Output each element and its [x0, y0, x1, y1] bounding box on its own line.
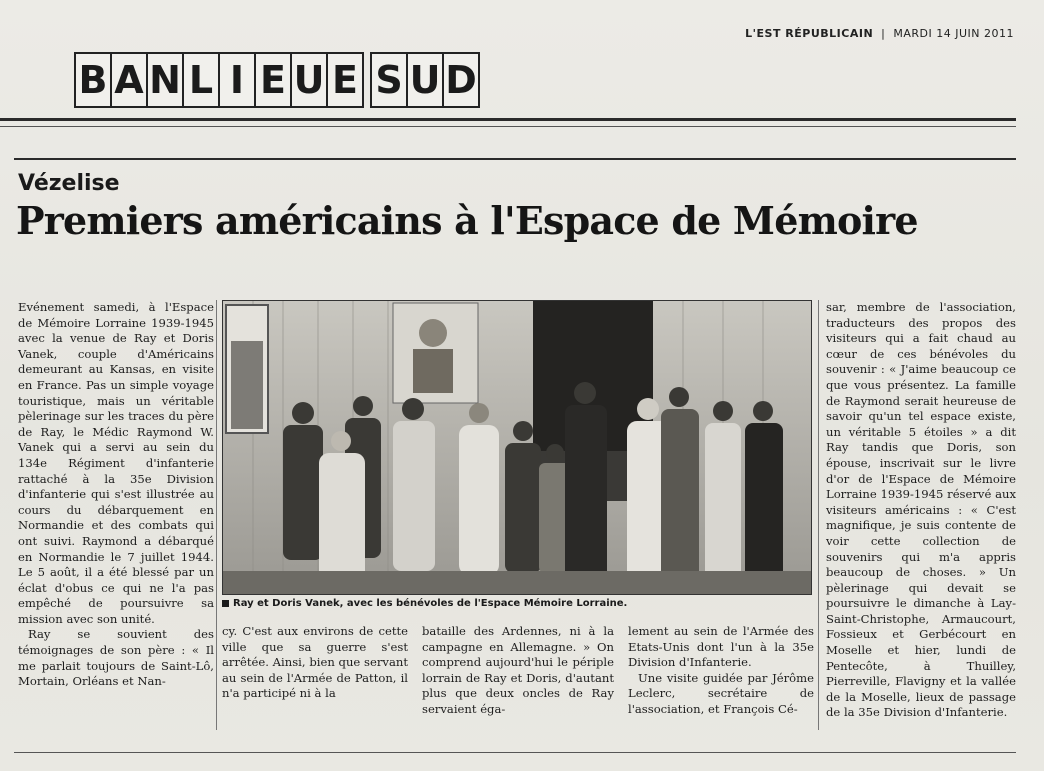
article-column-2	[222, 624, 408, 702]
article-top-rule	[14, 158, 1016, 160]
masthead-separator: |	[881, 27, 886, 40]
photo-caption	[222, 598, 810, 609]
caption-text: Ray et Doris Vanek, avec les bénévoles de l'Espace Mémoire Lorraine.	[233, 598, 628, 609]
section-rule-thin	[0, 126, 1016, 127]
section-letter: E	[254, 52, 292, 108]
paragraph: Ray se souvient des témoignages de son père : « Il me parlait toujours de Saint-Lô, Mortain, Orléans et Nan-	[18, 627, 214, 689]
article-photo	[222, 300, 812, 595]
article-column-1	[18, 300, 214, 690]
column-divider	[216, 300, 217, 730]
column-divider	[818, 300, 819, 730]
paragraph: cy. C'est aux environs de cette ville que sa guerre s'est arrêtée. Ainsi, bien que servant au sein de l'Armée de Patton, il n'a participé ni à la	[222, 624, 408, 701]
page-bottom-rule	[14, 752, 1016, 753]
article-headline: Premiers américains à l'Espace de Mémoire	[16, 198, 918, 243]
caption-bullet-icon	[222, 600, 229, 607]
section-banner	[74, 52, 486, 108]
article-column-3	[422, 624, 614, 718]
section-letter: D	[442, 52, 480, 108]
section-letter: U	[406, 52, 444, 108]
article-column-4	[628, 624, 814, 718]
group-photo-icon	[223, 301, 811, 594]
masthead	[745, 27, 1014, 40]
section-letter: E	[326, 52, 364, 108]
section-letter: U	[290, 52, 328, 108]
paragraph: Une visite guidée par Jérôme Leclerc, secrétaire de l'association, et François Cé-	[628, 670, 814, 716]
section-letter: I	[218, 52, 256, 108]
article-column-5	[826, 300, 1016, 721]
section-letter: S	[370, 52, 408, 108]
paragraph: bataille des Ardennes, ni à la campagne en Allemagne. » On comprend aujourd'hui le périple lorrain de Ray et Doris, d'autant plus que deux oncles de Ray servaient éga-	[422, 624, 614, 716]
section-word-2	[370, 52, 478, 108]
paragraph: sar, membre de l'association, traducteurs des propos des visiteurs qui a fait chaud au cœur de ces bénévoles du souvenir : « J'aime beaucoup ce que vous présentez. La famille de Raymond serait heureuse de savoir qu'un tel espace existe, un véritable 5 étoiles » a dit Ray tandis que Doris, son épouse, inscrivait sur le livre d'or de l'Espace de Mémoire Lorraine 1939-1945 réservé aux visiteurs américains : « C'est magnifique, je suis contente de voir cette collection de souvenirs qui m'a appris beaucoup de choses. » Un pèlerinage qui devait se poursuivre le dimanche à Lay-Saint-Christophe, Armaucourt, Fossieux et Gerbécourt en Moselle et hier, lundi de Pentecôte, à Thuilley, Pierreville, Flavigny et la vallée de la Moselle, lieux de passage de la 35e Division d'Infanterie.	[826, 300, 1016, 720]
section-letter: B	[74, 52, 112, 108]
paragraph: lement au sein de l'Armée des Etats-Unis dont l'un à la 35e Division d'Infanterie.	[628, 624, 814, 670]
newspaper-name: L'EST RÉPUBLICAIN	[745, 27, 874, 40]
issue-date: MARDI 14 JUIN 2011	[893, 27, 1014, 40]
section-letter: N	[146, 52, 184, 108]
paragraph: Evénement samedi, à l'Espace de Mémoire Lorraine 1939-1945 avec la venue de Ray et Doris Vanek, couple d'Américains demeurant au Kansas, en visite en France. Pas un simple voyage touristique, mais un véritable pèlerinage sur les traces du père de Ray, le Médic Raymond W. Vanek qui a servi au sein du 134e Régiment d'infanterie rattaché à la 35e Division d'infanterie qui s'est illustrée au cours du débarquement en Normandie et des combats qui ont suivi. Raymond a débarqué en Normandie le 7 juillet 1944. Le 5 août, il a été blessé par un éclat d'obus ce qui ne l'a pas empêché de poursuivre sa mission avec son unité.	[18, 300, 214, 626]
section-letter: A	[110, 52, 148, 108]
article-kicker: Vézelise	[18, 171, 120, 196]
section-word-1	[74, 52, 362, 108]
section-rule	[0, 118, 1016, 121]
section-letter: L	[182, 52, 220, 108]
